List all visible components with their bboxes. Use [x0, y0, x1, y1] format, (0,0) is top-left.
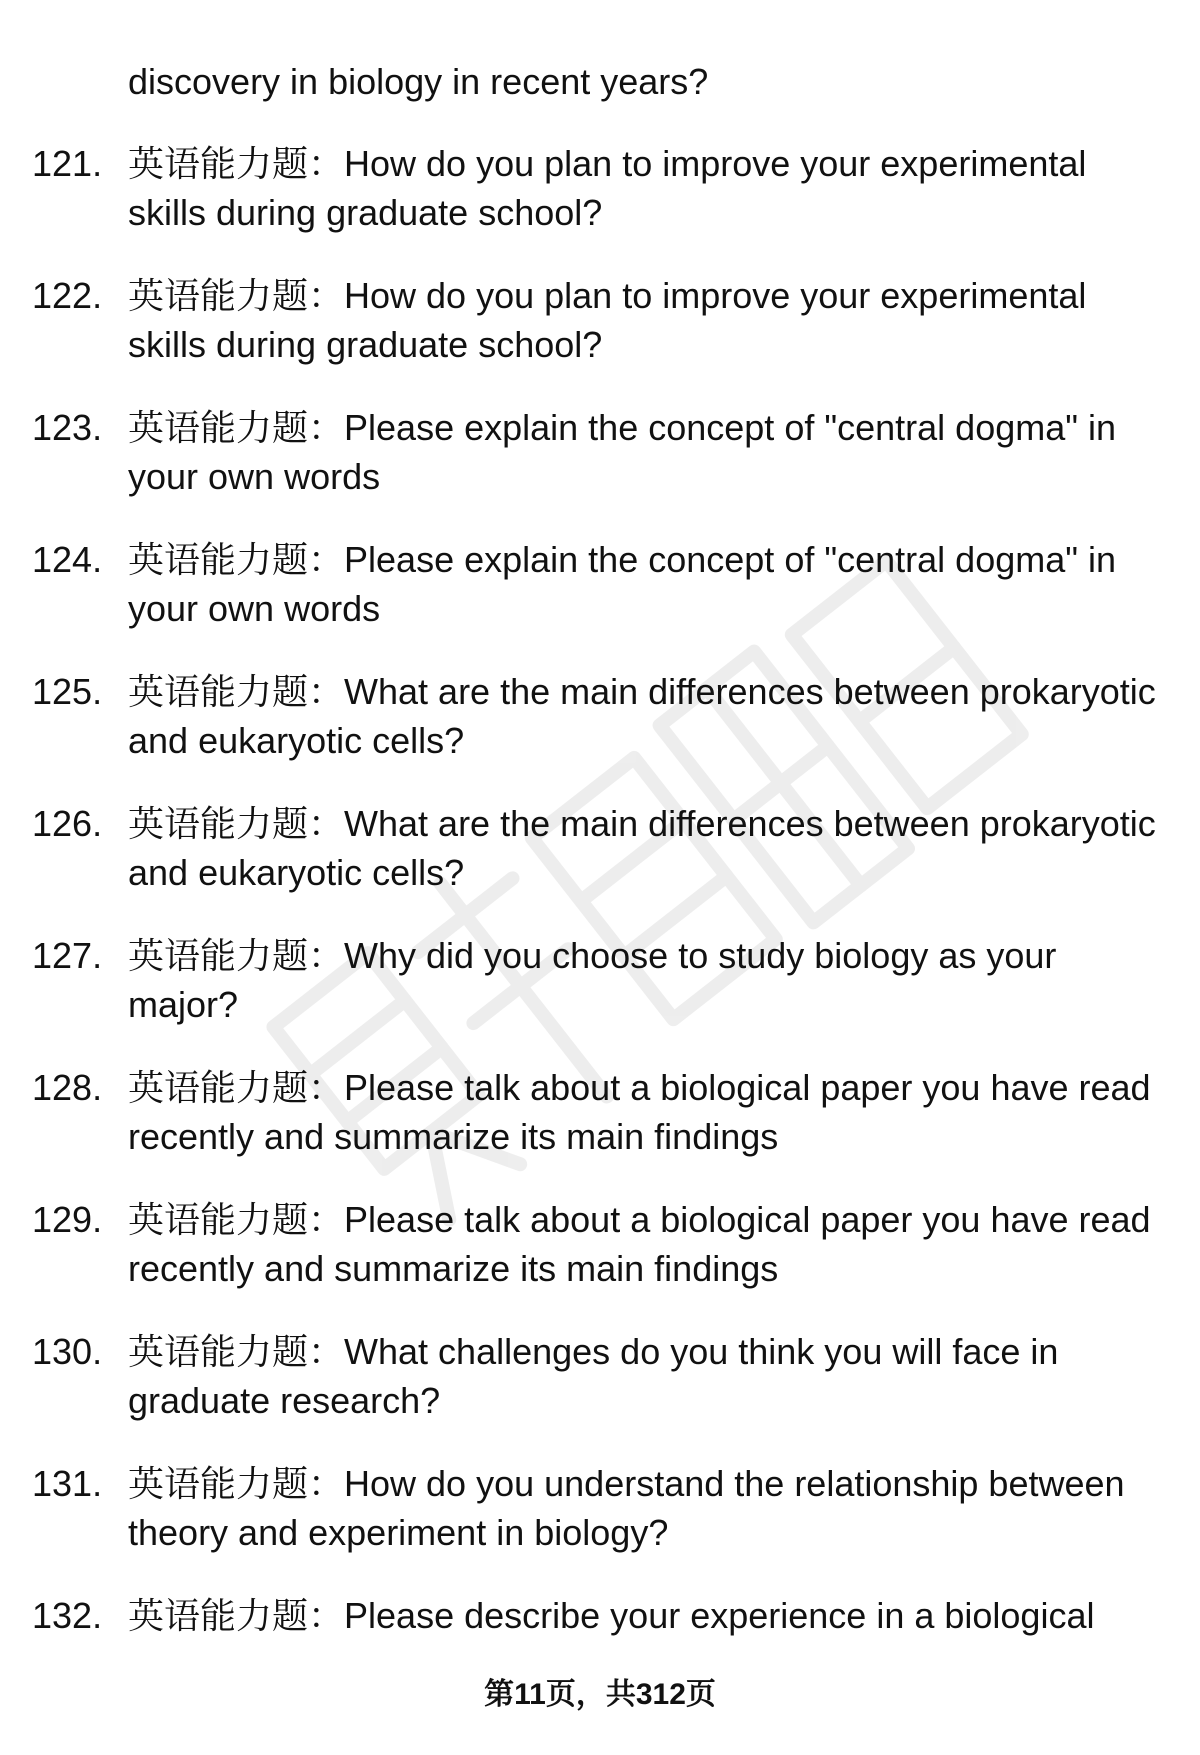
question-text: Please talk about a biological paper you have read recently and summarize its main findings	[128, 1199, 1151, 1289]
question-body	[128, 140, 1168, 237]
question-item	[0, 932, 1200, 1064]
page-footer: 第11页，共312页	[484, 1678, 716, 1711]
question-body	[128, 1064, 1168, 1161]
question-body	[128, 536, 1168, 633]
question-number: 132.	[32, 1595, 103, 1636]
question-text: Why did you choose to study biology as your major?	[128, 935, 1057, 1025]
question-item	[0, 536, 1200, 668]
question-text: What are the main differences between prokaryotic and eukaryotic cells?	[128, 671, 1156, 761]
question-text: Please explain the concept of "central dogma" in your own words	[128, 407, 1117, 497]
question-label: 英语能力题：	[128, 144, 345, 185]
question-body	[128, 1460, 1168, 1557]
question-number: 126.	[32, 803, 103, 844]
question-body	[128, 1592, 1168, 1641]
question-number: 123.	[32, 407, 103, 448]
question-label: 英语能力题：	[128, 1200, 345, 1241]
question-body	[128, 800, 1168, 897]
question-item	[0, 800, 1200, 932]
question-body	[128, 932, 1168, 1029]
question-text: How do you understand the relationship between theory and experiment in biology?	[128, 1463, 1125, 1553]
question-number: 128.	[32, 1067, 103, 1108]
question-label: 英语能力题：	[128, 276, 345, 317]
question-text: How do you plan to improve your experimental skills during graduate school?	[128, 143, 1087, 233]
question-label: 英语能力题：	[128, 672, 345, 713]
question-text: Please explain the concept of "central dogma" in your own words	[128, 539, 1117, 629]
question-label: 英语能力题：	[128, 936, 345, 977]
question-number: 124.	[32, 539, 103, 580]
continuation-text: discovery in biology in recent years?	[128, 61, 709, 102]
question-number: 131.	[32, 1463, 103, 1504]
question-item	[0, 1196, 1200, 1328]
question-body	[128, 668, 1168, 765]
question-text: What challenges do you think you will face in graduate research?	[128, 1331, 1059, 1421]
question-item	[0, 1328, 1200, 1460]
question-label: 英语能力题：	[128, 1332, 345, 1373]
question-item	[0, 404, 1200, 536]
question-list	[0, 140, 1200, 1724]
question-item	[0, 1064, 1200, 1196]
question-item	[0, 140, 1200, 272]
question-label: 英语能力题：	[128, 804, 345, 845]
question-number: 122.	[32, 275, 103, 316]
question-label: 英语能力题：	[128, 1068, 345, 1109]
question-text: Please describe your experience in a biological	[344, 1595, 1095, 1636]
question-body	[128, 1196, 1168, 1293]
question-body	[128, 1328, 1168, 1425]
question-item	[0, 1460, 1200, 1592]
question-number: 129.	[32, 1199, 103, 1240]
question-label: 英语能力题：	[128, 408, 345, 449]
question-body	[128, 404, 1168, 501]
question-text: How do you plan to improve your experimental skills during graduate school?	[128, 275, 1087, 365]
question-item	[0, 272, 1200, 404]
question-number: 125.	[32, 671, 103, 712]
question-number: 121.	[32, 143, 103, 184]
question-text: Please talk about a biological paper you have read recently and summarize its main findings	[128, 1067, 1151, 1157]
question-number: 127.	[32, 935, 103, 976]
question-number: 130.	[32, 1331, 103, 1372]
question-label: 英语能力题：	[128, 1464, 345, 1505]
question-text: What are the main differences between prokaryotic and eukaryotic cells?	[128, 803, 1156, 893]
question-item	[0, 668, 1200, 800]
question-label: 英语能力题：	[128, 1596, 345, 1637]
question-label: 英语能力题：	[128, 540, 345, 581]
question-body	[128, 272, 1168, 369]
